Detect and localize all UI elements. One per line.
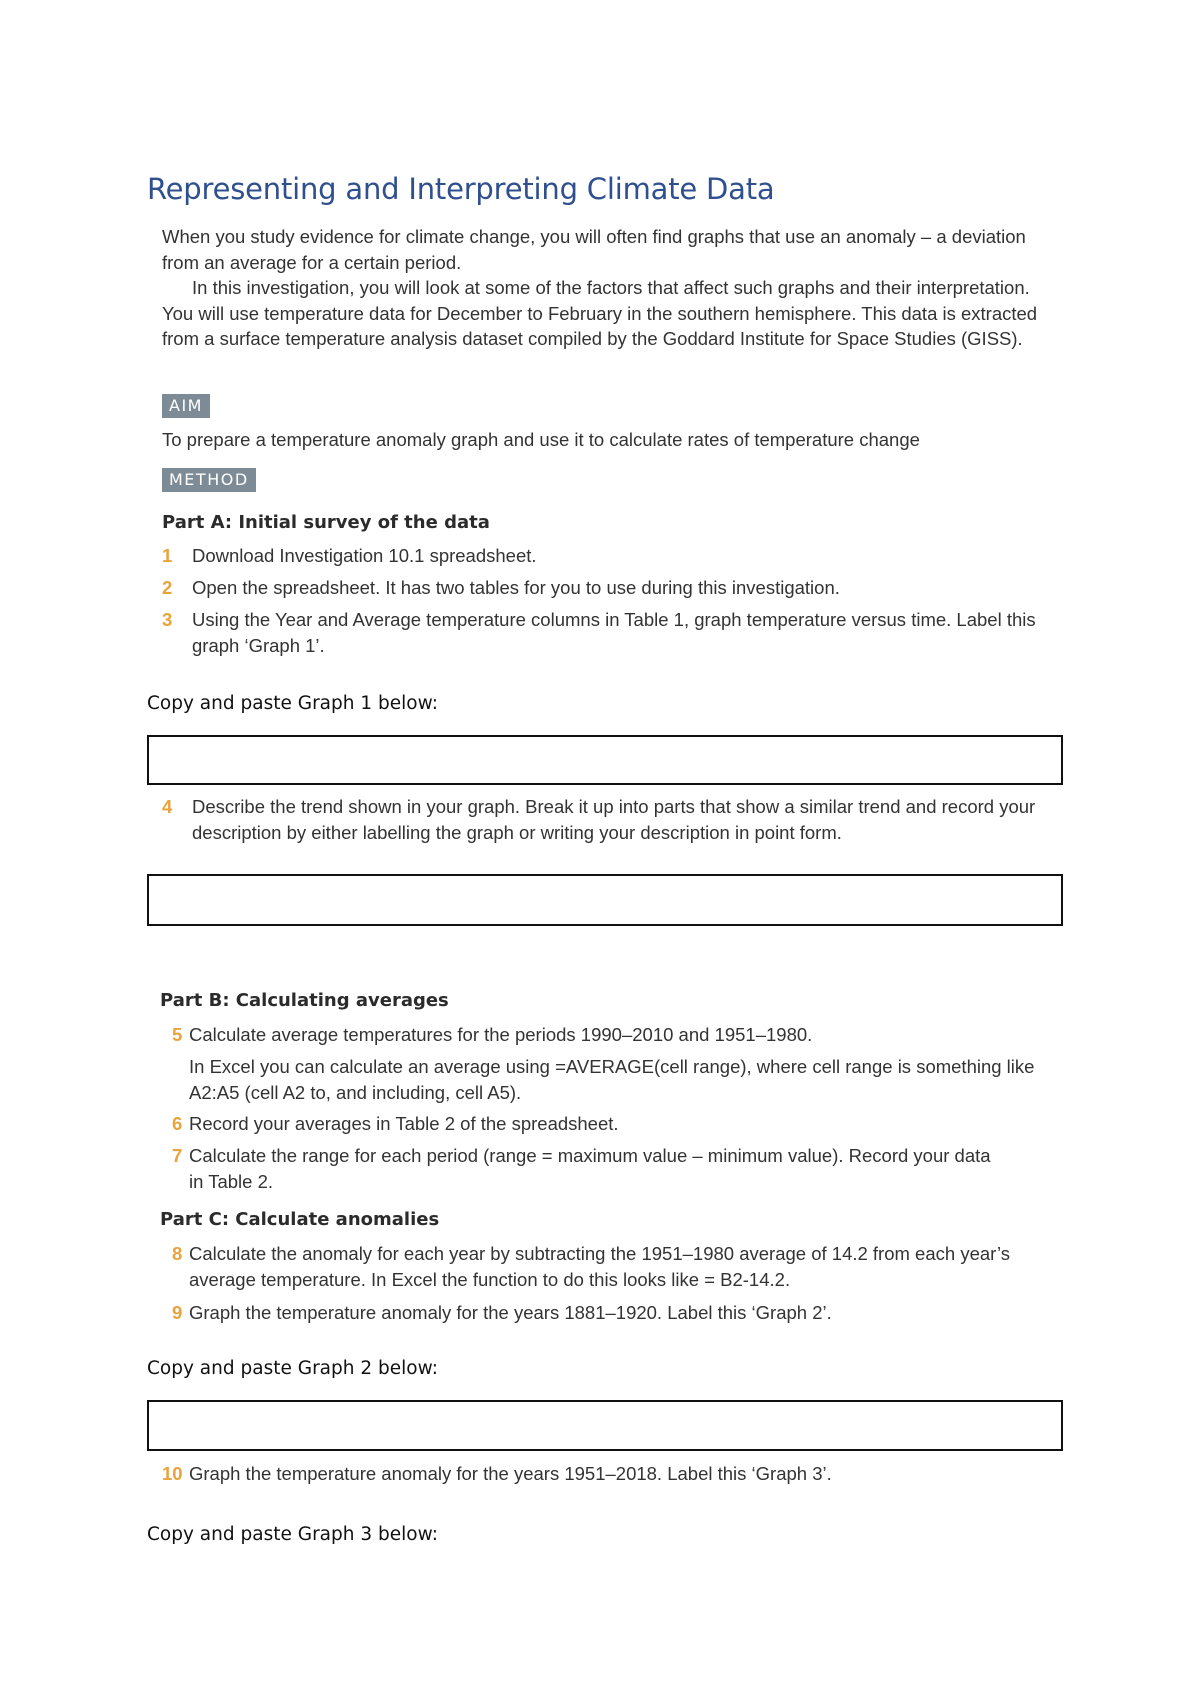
step-3 <box>162 607 1062 659</box>
step-number: 3 <box>162 609 173 630</box>
step-2 <box>162 575 1062 601</box>
step-8 <box>172 1241 1067 1293</box>
step-4 <box>162 794 1062 846</box>
graph-1-paste-area[interactable] <box>147 735 1063 785</box>
step-text: Record your averages in Table 2 of the spreadsheet. <box>189 1113 619 1134</box>
copy-graph-2-label: Copy and paste Graph 2 below: <box>147 1358 438 1379</box>
copy-graph-3-label: Copy and paste Graph 3 below: <box>147 1524 438 1545</box>
part-c-heading: Part C: Calculate anomalies <box>160 1209 440 1230</box>
intro-text-2: In this investigation, you will look at some of the factors that affect such graphs and their interpretation. You will use temperature data for December to February in the southern hemisphere. This data is extracted from a surface temperature analysis dataset compiled by the Goddard Institute for Space Studies (GISS). <box>162 277 1038 349</box>
step-10 <box>162 1461 1067 1487</box>
step-text: Graph the temperature anomaly for the years 1881–1920. Label this ‘Graph 2’. <box>189 1302 832 1323</box>
step-text: Describe the trend shown in your graph. Break it up into parts that show a similar trend and record your description by either labelling the graph or writing your description in point form. <box>192 796 1036 843</box>
step-number: 7 <box>172 1145 183 1166</box>
step-number: 2 <box>162 577 173 598</box>
step-number: 1 <box>162 545 173 566</box>
step-number: 5 <box>172 1024 183 1045</box>
step-7 <box>172 1143 1002 1195</box>
trend-description-area[interactable] <box>147 874 1063 926</box>
step-text: Calculate average temperatures for the periods 1990–2010 and 1951–1980. <box>189 1024 813 1045</box>
graph-2-paste-area[interactable] <box>147 1400 1063 1451</box>
page-title: Representing and Interpreting Climate Data <box>147 172 775 206</box>
intro-text-1: When you study evidence for climate change, you will often find graphs that use an anomaly – a deviation from an average for a certain period. <box>162 226 1026 273</box>
part-a-heading: Part A: Initial survey of the data <box>162 512 490 533</box>
step-5-note <box>172 1054 1067 1106</box>
method-label: METHOD <box>162 468 256 492</box>
step-text: Graph the temperature anomaly for the years 1951–2018. Label this ‘Graph 3’. <box>189 1463 832 1484</box>
step-text: Download Investigation 10.1 spreadsheet. <box>192 545 537 566</box>
aim-label: AIM <box>162 394 210 418</box>
step-number: 8 <box>172 1243 183 1264</box>
step-1 <box>162 543 1062 569</box>
step-number: 6 <box>172 1113 183 1134</box>
step-text: Using the Year and Average temperature columns in Table 1, graph temperature versus time. Label this graph ‘Graph 1’. <box>192 609 1036 656</box>
intro-paragraph-2 <box>162 275 1062 352</box>
step-text: Open the spreadsheet. It has two tables for you to use during this investigation. <box>192 577 840 598</box>
step-number: 9 <box>172 1302 183 1323</box>
step-9 <box>172 1300 1067 1326</box>
step-number: 4 <box>162 796 173 817</box>
step-text: In Excel you can calculate an average using =AVERAGE(cell range), where cell range is something like A2:A5 (cell A2 to, and including, cell A5). <box>189 1056 1035 1103</box>
aim-text: To prepare a temperature anomaly graph and use it to calculate rates of temperature change <box>162 429 920 450</box>
step-number: 10 <box>162 1463 183 1484</box>
intro-paragraph-1 <box>162 224 1062 275</box>
copy-graph-1-label: Copy and paste Graph 1 below: <box>147 693 438 714</box>
part-b-heading: Part B: Calculating averages <box>160 990 449 1011</box>
step-6 <box>172 1111 1067 1137</box>
step-text: Calculate the range for each period (range = maximum value – minimum value). Record your data in Table 2. <box>189 1145 991 1192</box>
step-5 <box>172 1022 1067 1048</box>
step-text: Calculate the anomaly for each year by subtracting the 1951–1980 average of 14.2 from each year’s average temperature. In Excel the function to do this looks like = B2-14.2. <box>189 1243 1011 1290</box>
